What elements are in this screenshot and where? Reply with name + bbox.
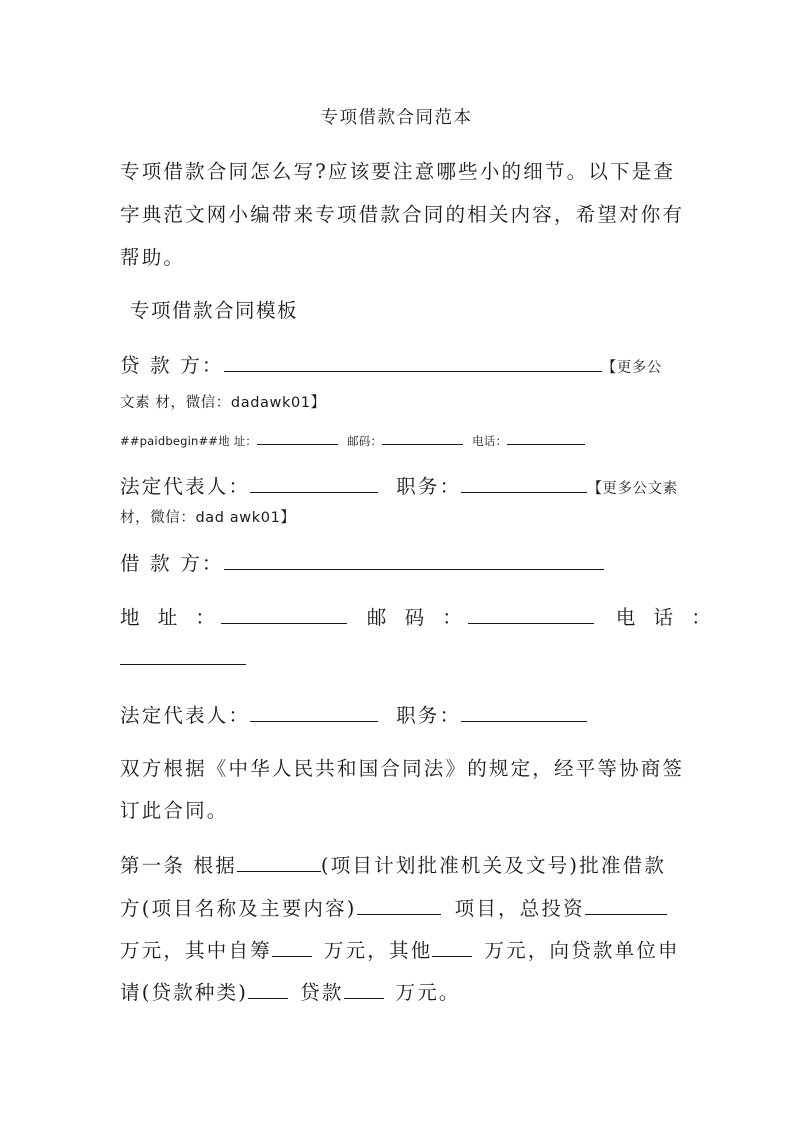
lender-line: [120, 352, 662, 381]
intro-line-2: 字典范文网小编带来专项借款合同的相关内容，希望对你有: [120, 203, 685, 226]
article1-line-3: [120, 937, 680, 964]
borrower-line: [120, 550, 604, 577]
article1-line-2: [120, 895, 667, 922]
lender-postal-blank: [382, 433, 463, 445]
lender-position-label: 职务：: [396, 475, 462, 498]
article1-approval-blank: [237, 852, 321, 872]
article1-text-4c: 万元。: [395, 981, 461, 1004]
article1-text-4a: 请(贷款种类): [120, 981, 249, 1004]
article1-text-1a: 第一条 根据: [120, 854, 237, 877]
lender-name-blank: [224, 352, 602, 372]
lender-rep-line: [120, 473, 678, 502]
intro-line-1: 专项借款合同怎么写?应该要注意哪些小的细节。以下是查: [120, 160, 676, 183]
article1-text-3c: 万元，向贷款单位申: [484, 939, 680, 962]
article1-text-1b: (项目计划批准机关及文号)批准借款: [320, 854, 667, 877]
lender-label: 贷 款 方：: [120, 354, 224, 377]
lender-contact-line: [120, 428, 585, 454]
article1-selfraised-blank: [272, 937, 312, 957]
lender-postal-label: 邮码：: [347, 434, 383, 448]
article1-line-1: [120, 852, 666, 879]
lender-position-blank: [461, 473, 587, 493]
borrower-position-label: 职务：: [396, 704, 462, 727]
article1-project-blank: [357, 895, 441, 915]
article1-investment-blank: [585, 895, 667, 915]
borrower-name-blank: [224, 550, 604, 570]
article1-text-4b: 贷款: [300, 981, 344, 1004]
borrower-phone-label: 电 话 ：: [615, 606, 717, 629]
borrower-postal-blank: [468, 604, 594, 624]
article1-loantype-blank: [248, 979, 288, 999]
lender-rep-label: 法定代表人：: [120, 475, 251, 498]
borrower-address-blank: [221, 604, 347, 624]
intro-line-3: 帮助。: [120, 246, 186, 269]
lender-address-label: ##paidbegin##地 址：: [120, 434, 258, 448]
lender-promo-continued: 文素 材，微信：dadawk01】: [120, 395, 326, 411]
borrower-postal-label: 邮 码 ：: [366, 606, 468, 629]
borrower-contact-line: [120, 604, 717, 631]
document-title: 专项借款合同范本: [320, 108, 473, 128]
article1-text-2a: 方(项目名称及主要内容): [120, 897, 357, 920]
borrower-phone-line: [120, 645, 246, 672]
template-heading: 专项借款合同模板: [130, 299, 299, 322]
borrower-rep-label: 法定代表人：: [120, 704, 251, 727]
borrower-label: 借 款 方：: [120, 552, 224, 575]
lender-phone-blank: [507, 433, 585, 445]
article1-line-4: [120, 979, 461, 1006]
article1-text-3b: 万元，其他: [323, 939, 433, 962]
article1-text-2b: 项目，总投资: [454, 897, 585, 920]
lender-rep-promo: 【更多公文素: [587, 481, 678, 497]
lender-address-blank: [257, 433, 338, 445]
article1-other-blank: [432, 937, 472, 957]
borrower-address-label: 地 址 ：: [120, 606, 221, 629]
borrower-rep-blank: [250, 702, 378, 722]
basis-line-1: 双方根据《中华人民共和国合同法》的规定，经平等协商签: [120, 757, 685, 780]
lender-rep-promo-continued: 材，微信：dad awk01】: [120, 510, 296, 526]
borrower-position-blank: [461, 702, 587, 722]
borrower-rep-line: [120, 702, 587, 729]
lender-phone-label: 电话：: [472, 434, 508, 448]
article1-amount-blank: [344, 979, 384, 999]
lender-rep-blank: [250, 473, 378, 493]
basis-line-2: 订此合同。: [120, 799, 229, 822]
lender-promo: 【更多公: [601, 360, 663, 376]
borrower-phone-blank: [120, 645, 246, 665]
article1-text-3a: 万元，其中自筹: [120, 939, 272, 962]
